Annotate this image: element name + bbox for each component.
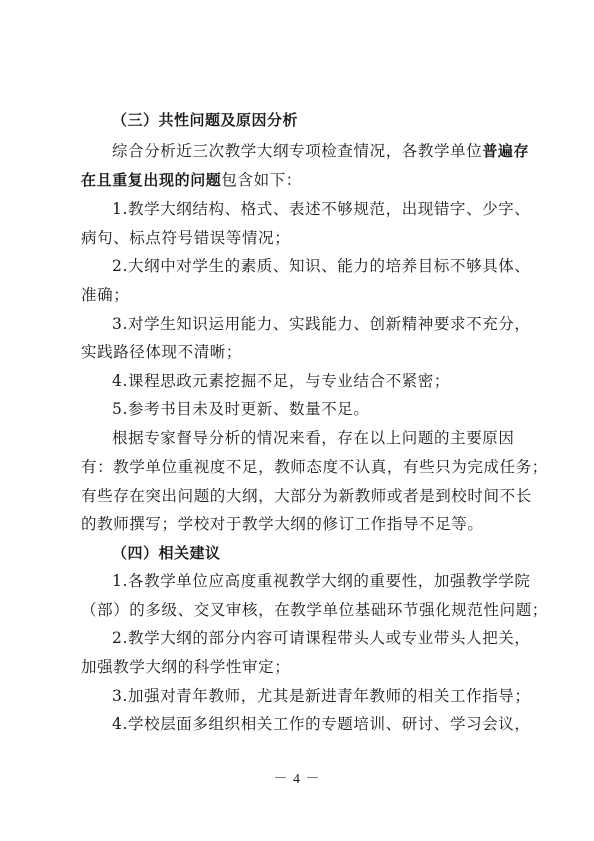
analysis-line-3: 有些存在突出问题的大纲，大部分为新教师或者是到校时间不长 [81, 487, 532, 505]
suggestion-item-2-cont: 加强教学大纲的科学性审定； [81, 658, 291, 676]
issue-item-4: 4.课程思政元素挖掘不足，与专业结合不紧密； [112, 372, 450, 390]
suggestion-item-3: 3.加强对青年教师，尤其是新进青年教师的相关工作指导； [112, 687, 531, 705]
analysis-line-1: 根据专家督导分析的情况来看，存在以上问题的主要原因 [112, 429, 515, 447]
issue-item-3-cont: 实践路径体现不清晰； [81, 343, 243, 361]
issue-item-1-cont: 病句、标点符号错误等情况； [81, 229, 291, 247]
section3-heading: （三）共性问题及原因分析 [112, 111, 299, 129]
section3-intro-line1 [112, 141, 530, 161]
page-number: － 4 － [273, 772, 321, 787]
intro-text: 包含如下： [221, 171, 302, 189]
suggestion-item-1: 1.各教学单位应高度重视教学大纲的重要性，加强教学学院 [112, 572, 531, 590]
issue-item-1: 1.教学大纲结构、格式、表述不够规范，出现错字、少字、 [112, 200, 531, 218]
intro-emphasis: 普遍存 [482, 142, 530, 160]
analysis-line-2: 有：教学单位重视度不足，教师态度不认真，有些只为完成任务； [81, 458, 548, 476]
issue-item-2: 2.大纲中对学生的素质、知识、能力的培养目标不够具体、 [112, 257, 531, 275]
intro-emphasis: 在且重复出现的问题 [81, 171, 222, 189]
issue-item-5: 5.参考书目未及时更新、数量不足。 [112, 400, 370, 418]
suggestion-item-2: 2.教学大纲的部分内容可请课程带头人或专业带头人把关， [112, 629, 531, 647]
issue-item-2-cont: 准确； [81, 286, 130, 304]
section3-intro-line2 [81, 170, 514, 190]
analysis-line-4: 的教师撰写；学校对于教学大纲的修订工作指导不足等。 [81, 515, 484, 533]
section4-heading: （四）相关建议 [112, 544, 221, 562]
intro-text: 综合分析近三次教学大纲专项检查情况，各教学单位 [112, 142, 483, 160]
suggestion-item-1-cont: （部）的多级、交叉审核，在教学单位基础环节强化规范性问题； [81, 601, 548, 619]
issue-item-3: 3.对学生知识运用能力、实践能力、创新精神要求不充分， [112, 315, 531, 333]
suggestion-item-4: 4.学校层面多组织相关工作的专题培训、研讨、学习会议， [112, 715, 531, 733]
